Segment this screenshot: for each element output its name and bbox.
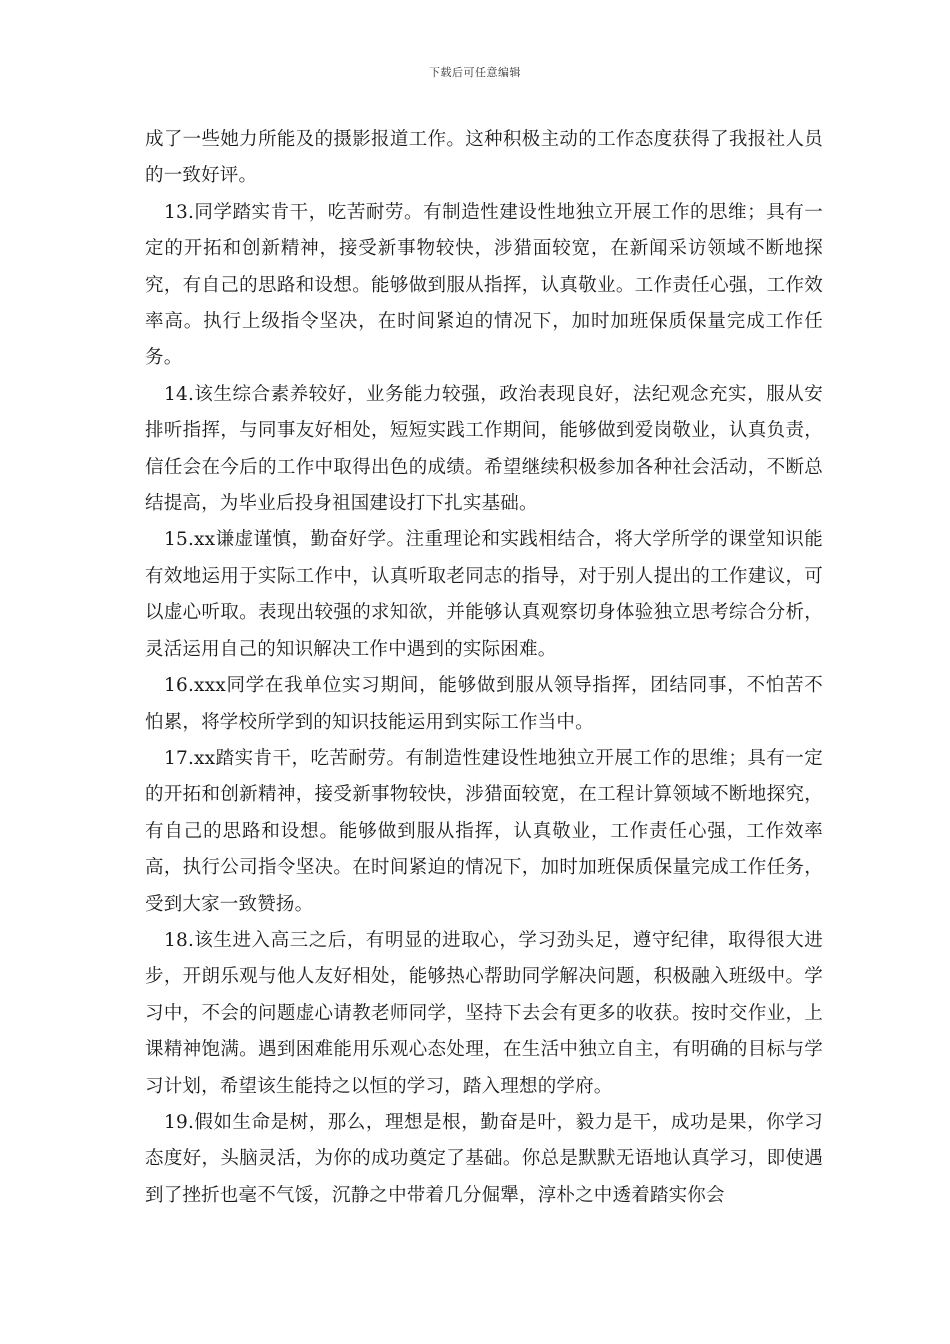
paragraph-18: 18.该生进入高三之后，有明显的进取心，学习劲头足，遵守纪律，取得很大进步，开朗乐观与他人友好相处，能够热心帮助同学解决问题，积极融入班级中。学习中，不会的问题虚心请教老师同学，坚持下去会有更多的收获。按时交作业，上课精神饱满。遇到困难能用乐观心态处理，在生活中独立自主，有明确的目标与学习计划，希望该生能持之以恒的学习，踏入理想的学府。 (145, 929, 823, 1097)
paragraph-16: 16.xxx同学在我单位实习期间，能够做到服从领导指挥，团结同事，不怕苦不怕累，将学校所学到的知识技能运用到实际工作当中。 (145, 675, 823, 733)
document-body (145, 122, 823, 1214)
paragraph-13: 13.同学踏实肯干，吃苦耐劳。有制造性建设性地独立开展工作的思维；具有一定的开拓和创新精神，接受新事物较快，涉猎面较宽，在新闻采访领域不断地探究，有自己的思路和设想。能够做到服从指挥，认真敬业。工作责任心强，工作效率高。执行上级指令坚决，在时间紧迫的情况下，加时加班保质保量完成工作任务。 (145, 201, 823, 369)
paragraph-14: 14.该生综合素养较好，业务能力较强，政治表现良好，法纪观念充实，服从安排听指挥，与同事友好相处，短短实践工作期间，能够做到爱岗敬业，认真负责，信任会在今后的工作中取得出色的成绩。希望继续积极参加各种社会活动，不断总结提高，为毕业后投身祖国建设打下扎实基础。 (145, 383, 823, 515)
paragraph-15: 15.xx谦虚谨慎，勤奋好学。注重理论和实践相结合，将大学所学的课堂知识能有效地运用于实际工作中，认真听取老同志的指导，对于别人提出的工作建议，可以虚心听取。表现出较强的求知欲，并能够认真观察切身体验独立思考综合分析，灵活运用自己的知识解决工作中遇到的实际困难。 (145, 529, 823, 660)
header-note: 下载后可任意编辑 (429, 66, 521, 79)
paragraph-19: 19.假如生命是树，那么，理想是根，勤奋是叶，毅力是干，成功是果，你学习态度好，头脑灵活，为你的成功奠定了基础。你总是默默无语地认真学习，即使遇到了挫折也毫不气馁，沉静之中带着几分倔犟，淳朴之中透着踏实你会 (145, 1111, 823, 1206)
paragraph-continuation: 成了一些她力所能及的摄影报道工作。这种积极主动的工作态度获得了我报社人员的一致好评。 (145, 129, 823, 187)
paragraph-17: 17.xx踏实肯干，吃苦耐劳。有制造性建设性地独立开展工作的思维；具有一定的开拓和创新精神，接受新事物较快，涉猎面较宽，在工程计算领域不断地探究，有自己的思路和设想。能够做到服从指挥，认真敬业，工作责任心强，工作效率高，执行公司指令坚决。在时间紧迫的情况下，加时加班保质保量完成工作任务，受到大家一致赞扬。 (145, 747, 823, 915)
